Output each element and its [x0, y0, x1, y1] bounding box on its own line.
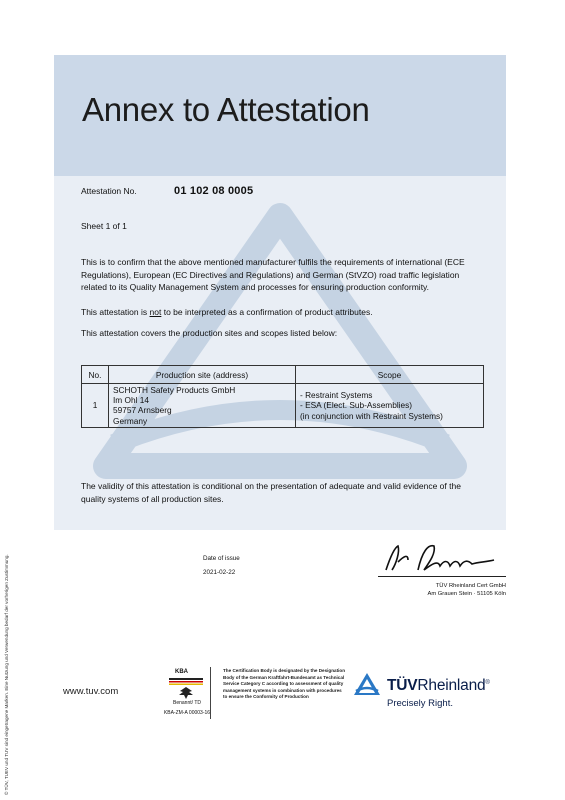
confirmation-paragraph: This is to confirm that the above mentioned manufacturer fulfils the requirements of international (ECE Regulations), European (EC Directives and Regulations) and German (StVZO) road traffic legislation related to its Quality Management System and processes for ensuring production conformity. [81, 257, 465, 292]
certification-note: The Certification Body is designated by the Designation Body of the German Kraftfahrt-Bundesamt as Technical Service Category C according to assessment of quality management systems in combination with procedures to ensure the Conformity of Production [223, 668, 346, 700]
kba-number: KBA-ZM-A 00003-16 [163, 710, 211, 716]
attestation-label: Attestation No. [81, 186, 137, 196]
kba-designation: Benannt/ TD [173, 700, 201, 706]
sheet-count: Sheet 1 of 1 [81, 221, 127, 231]
site-street: Im Ohl 14 [113, 395, 149, 406]
scope-item: - ESA (Elect. Sub-Assemblies) [300, 400, 413, 411]
brand-tagline: Precisely Right. [387, 698, 453, 709]
coverage-paragraph: This attestation covers the production sites and scopes listed below: [81, 328, 338, 338]
scope-item: - Restraint Systems [300, 390, 373, 401]
page-title: Annex to Attestation [82, 91, 370, 128]
issuer-name: TÜV Rheinland Cert GmbH [435, 583, 506, 589]
issuer-address: Am Grauen Stein · 51105 Köln [427, 591, 506, 597]
brand-regular: Rheinland [417, 677, 486, 694]
signature-line [378, 576, 506, 577]
header-no: No. [82, 366, 109, 384]
attestation-body [54, 176, 506, 530]
row-number: 1 [82, 384, 109, 428]
footer-divider [210, 667, 211, 719]
table-header-row [82, 366, 484, 384]
disclaimer-start: This attestation is [81, 307, 148, 317]
validity-paragraph: The validity of this attestation is conditional on the presentation of adequate and valid evidence of the quality systems of all production sites. [81, 481, 461, 504]
disclaimer-paragraph [81, 306, 486, 319]
scope-item: (in conjunction with Restraint Systems) [300, 410, 443, 421]
website-link[interactable]: www.tuv.com [63, 686, 119, 697]
site-company: SCHOTH Safety Products GmbH [113, 385, 236, 395]
site-address [109, 384, 296, 428]
header-scope: Scope [296, 366, 484, 384]
attestation-number-row [81, 185, 253, 197]
production-sites-table [81, 365, 484, 428]
site-country: Germany [113, 415, 148, 426]
header-site: Production site (address) [109, 366, 296, 384]
tuv-triangle-icon [352, 671, 382, 697]
site-city: 59757 Arnsberg [113, 405, 172, 416]
attestation-number: 01 102 08 0005 [174, 185, 254, 197]
brand-bold: TÜV [387, 677, 418, 694]
kba-abbreviation: KBA [175, 669, 188, 675]
title-banner [54, 55, 506, 176]
tuv-rheinland-logo [387, 677, 490, 695]
site-scope [296, 384, 484, 428]
disclaimer-end: to be interpreted as a confirmation of product attributes. [163, 307, 373, 317]
issue-date-label: Date of issue [203, 555, 240, 562]
trademark-notice: © TÜV, TUEV und TUV sind eingetragene Marken. Eine Nutzung und Verwendung bedarf der vorherigen Zustimmung. [4, 554, 9, 795]
signature-image [378, 540, 498, 576]
issue-date: 2021-02-22 [203, 569, 236, 576]
table-row [82, 384, 484, 428]
registered-mark: ® [485, 679, 490, 686]
disclaimer-not: not [149, 307, 162, 317]
